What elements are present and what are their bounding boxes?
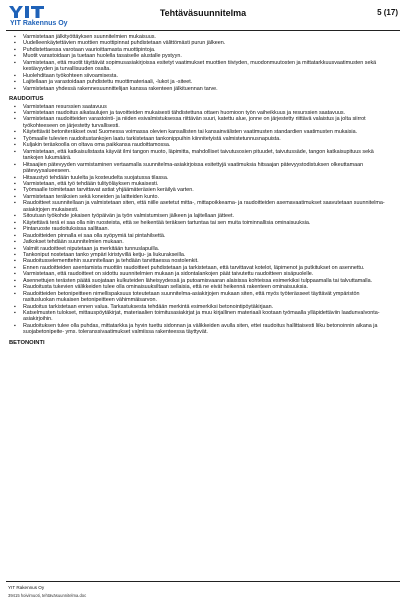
list-item: ▪ Jatkokset tehdään suunnitelmien mukaan. — [9, 239, 397, 245]
list-item: ▪ Raudoitteiden pinnalla ei saa olla syöpymiä tai pintahilsettä. — [9, 233, 397, 239]
section-heading: BETONOINTI — [9, 339, 45, 346]
list-item: ▪ Työmaalle toimitetaan tarvittavat astiat yhjäämäteräsien keräilyä varten. — [9, 187, 397, 193]
list-item: ▪ Raudoitus tarkistetaan ennen valua. Tarkastuksesta tehdään merkintä esimerkiksi betonointipöytäkirjaan. — [9, 304, 397, 310]
section-heading: RAUDOITUS — [9, 96, 44, 103]
list-item: ▪ Varmistetaan, että muotit täyttävät sopimusasiakirjoissa esitetyt vaatimukset muottien tiiviyden, muodonmuutosten ja mittatarkkuusvaatimusten sekä kestävyyden ja turvallisuuden osalta. — [9, 60, 397, 73]
document-body — [9, 34, 397, 347]
list-item: ▪ Varmistetaan, että katkaisulistasta käyvät ilmi tangon muoto, läpimitta, mahdolliset taivutusosien pituudet, taivutussäde, tangon katkaisupituus sekä tankojen lukumäärä. — [9, 149, 397, 162]
list-item: ▪ Raudoituksen tulee olla puhdas, mittatarkka ja hyvin tuettu sidonnan ja välikkeiden avulla siten, ettei raudoitus hallittaisesti liiku betonoinnin aikana ja suojabetonipeite- yms. toleranssivaatimukset valmiissa rakenteessa täyttyvät. — [9, 323, 397, 336]
list-item: ▪ Käytettävä terä ei saa olla niin ruosteista, että se heikentää teräksen tartuntaa tai sen muita toiminnallisia ominaisuuksia. — [9, 220, 397, 226]
list-item: ▪ Varmistetaan raudoitus aikataulujen ja tavoitteiden mukaisesti tähdistettuna ottaen huomioon työn vaiheikkuus ja resurssien saatavuus. — [9, 110, 397, 116]
list-item: ▪ Varmistetaan yhdessä rakennesuunnittelijan kanssa rakenteen jälkituennan tarve. — [9, 86, 397, 92]
list-item: ▪ Raudoitusselementtehin suunnitellaan ja tehdään tarvittaessa nostolenkit. — [9, 258, 397, 264]
list-item: ▪ Puhdistettaessa varotaan vaurioittamasta muottipintoja. — [9, 47, 397, 53]
list-item: ▪ Muotit varastoidaan ja tuetaan huolella tasaiselle alustalle pystyyn. — [9, 53, 397, 59]
list-item: ▪ Varmistetaan jälkityöttäyksen suunnitelmien mukaisuus. — [9, 34, 397, 40]
page-header — [6, 4, 400, 31]
list-item: ▪ Käytettävät betoniteräkset ovat Suomessa voimassa olevien kansallisten tai kansainvälisten vaatimusten standardien vaatimusten mukaisia. — [9, 129, 397, 135]
bullet-list — [9, 104, 397, 336]
list-item: ▪ Raudoitusta tukevien välikkeiden tulee olla ominaisuuksiltaan sellaisia, että ne eivät heikennä rakenteen ominaisuuksia. — [9, 284, 397, 290]
list-item: ▪ Asennettujen terästen päätä suojataan kulkuteiden läheisyydessä ja putoamisvaaran alaisissa kohteissa esimerkiksi tulppaamalla tai talvuttamalla. — [9, 278, 397, 284]
document-title: Tehtäväsuunnitelma — [159, 8, 247, 18]
list-item: ▪ Katselmusten tulokset, mittauspöytäkirjat, materiaalien toimitusasiakirjat ja muu kirjallinen materiaali kootaan työmaalla ylläpidettäviin laadunvalvonta-asiakirjoihin. — [9, 310, 397, 323]
list-item: ▪ Valmiit raudoitteet niputetaan ja merkitään tunnuslapuilla. — [9, 246, 397, 252]
list-item: ▪ Uudelleenkäytettävien muottien muottipinnat puhdistetaan välittömästi purun jälkeen. — [9, 40, 397, 46]
list-item: ▪ Varmistetaan, että raudoitteet on sidottu suunnitelmien mukaan ja sidontalankojen päät taivutettu raudoitteen sisäpuolelle. — [9, 271, 397, 277]
list-item: ▪ Varmistetaan teräksien sekä koneiden ja laitteiden kunto. — [9, 194, 397, 200]
page-number: 5 (17) — [377, 8, 398, 17]
list-item: ▪ Varmistetaan raudoitteiden varastointi- ja niiden esivalmistuksessa riittävän suuri, katettu alue, jonne on järjestetty riittävä valaistus ja jolta siirrot työkohteeseen on järjestetty turvallisesti. — [9, 116, 397, 129]
list-item: ▪ Lajitellaan ja varastoidaan puhdistettu muottimateriaali, -lukot ja -siteet. — [9, 79, 397, 85]
list-item: ▪ Varmistetaan, että työ tehdään tulityöläyksen mukaisesti. — [9, 181, 397, 187]
list-item: ▪ Tankoniput nostetaan tanko ympäri kiristyvillä ketju- ja liukurakseilla. — [9, 252, 397, 258]
list-item: ▪ Ennen raudoitteiden asentamista muottiin raudoitteet puhdistetaan ja tarkistetaan, että tarvittavat kotelot, läpimenot ja putkitukset on asennettu. — [9, 265, 397, 271]
list-item: ▪ Raudoitteiden betonipeitteen nimellispaksuus toteutetaan suunnitelma-asiakirjojen mukaan siten, että myös työterässeet täyttävät ympäristön rasitusluokan mukaisen betonipeitteen vähimmäisarvon. — [9, 291, 397, 304]
list-item: ▪ Huolehditaan työkohteen siivoamisesta. — [9, 73, 397, 79]
list-item: ▪ Raudoitteet suunnitellaan ja valmistetaan siten, että niille asetetut mitta-, mittapoikkeama- ja raudoitteiden asemavaatimukset saavutetaan suunnitelma-asiakirjojen mukaisesti. — [9, 200, 397, 213]
company-name: YIT Rakennus Oy — [10, 20, 68, 27]
list-item: ▪ Hitsaustyö tehdään tuulelta ja kosteudelta suojatussa tilassa. — [9, 175, 397, 181]
list-item: ▪ Hitsaajien pätevyyden varmistaminen vertaamalla suunnitelma-asiakirjoissa esitettyjä vaatimuksia hitsaajan pätevyystodistuksen olkeuttamaan pätevyysalueeseen. — [9, 162, 397, 175]
list-item: ▪ Pintaruoste raudoituksissa sallitaan. — [9, 226, 397, 232]
footer-company: YIT Rakennus Oy — [8, 585, 45, 590]
bullet-list — [9, 34, 397, 92]
list-item: ▪ Varmistetaan resurssien saatavuus — [9, 104, 397, 110]
page-footer — [6, 581, 400, 602]
list-item: ▪ Sitoutuan työkohde jokaisen työpäivän ja työn valmistumisen jälkeen ja lajitellaan jätteet. — [9, 213, 397, 219]
list-item: ▪ Työmaalle tulevien raudoitustankojen laatu tarkistetaan tankonippuihin kiinnitetyistä valmistetunnusnapuista. — [9, 136, 397, 142]
list-item: ▪ Kuljakin teräskoolla on oltava oma paikkansa raudoittamossa. — [9, 142, 397, 148]
footer-file-path: 39415 hoivimuoti, tehtäväsuunnitelma.doc — [8, 593, 87, 598]
